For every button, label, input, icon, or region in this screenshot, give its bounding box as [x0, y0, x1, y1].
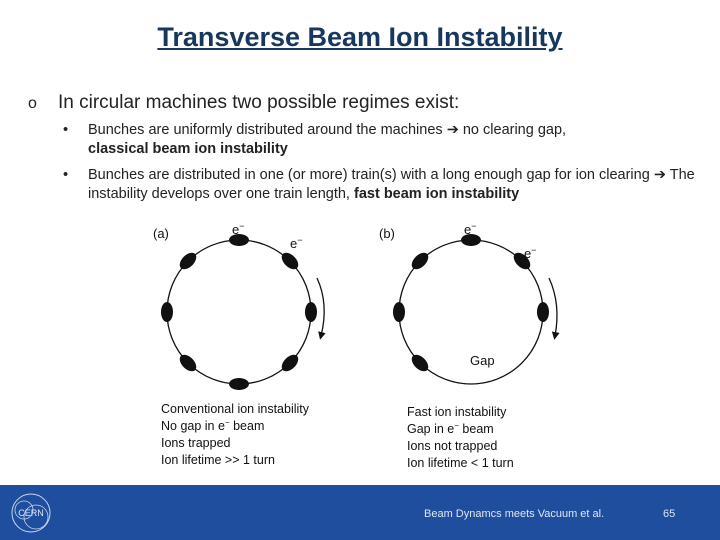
bunch: [279, 250, 302, 273]
caption-a: [161, 402, 310, 467]
caption-b: [407, 405, 514, 470]
caption-b-line-1: Fast ion instability: [407, 405, 507, 419]
caption-b-line-2: Gap in e− beam: [407, 421, 494, 436]
direction-arrow-icon: [549, 278, 557, 336]
sub-bullet-2-text-a: Bunches are distributed in one (or more) train(s) with a long enough gap for ion clearing: [88, 167, 650, 183]
caption-a-line-4: Ion lifetime >> 1 turn: [161, 453, 275, 467]
bunch: [409, 250, 432, 273]
main-bullet: [28, 92, 708, 114]
bunch: [409, 352, 432, 375]
bunch: [305, 302, 317, 322]
caption-b-line-4: Ion lifetime < 1 turn: [407, 456, 514, 470]
gap-label: Gap: [470, 353, 495, 368]
electron-label-top-a: e−: [232, 221, 245, 237]
electron-label-side-b: e−: [524, 245, 537, 261]
sub-bullet-1-text-b: no clearing gap,: [458, 122, 567, 138]
cern-logo-icon: [8, 490, 54, 536]
ion-instability-figure: [145, 218, 565, 478]
bunch: [177, 352, 200, 375]
bunches-a: [161, 234, 317, 390]
logo-text: CERN: [18, 508, 44, 518]
footer-text: Beam Dynamcs meets Vacuum et al.: [424, 508, 605, 520]
caption-a-line-3: Ions trapped: [161, 436, 231, 450]
caption-a-line-2: No gap in e− beam: [161, 418, 265, 433]
main-bullet-text: In circular machines two possible regimes exist:: [58, 92, 460, 113]
sub-bullet-1-bold: classical beam ion instability: [88, 141, 288, 157]
sub-bullet-2-text-b: The instability develops over one train length,: [88, 167, 695, 202]
sub-bullet-marker: •: [63, 167, 69, 183]
bunch: [279, 352, 302, 375]
panel-a-label: (a): [153, 226, 169, 241]
bunch: [177, 250, 200, 273]
bunch: [393, 302, 405, 322]
sub-bullet-1: [63, 121, 703, 159]
direction-arrow-icon: [317, 278, 324, 336]
slide-title: Transverse Beam Ion Instability: [157, 22, 563, 52]
sub-bullet-2: [63, 166, 703, 204]
sub-bullet-1-text-a: Bunches are uniformly distributed around the machines: [88, 122, 443, 138]
sub-bullet-2-bold: fast beam ion instability: [354, 186, 520, 202]
panel-b-label: (b): [379, 226, 395, 241]
caption-a-line-1: Conventional ion instability: [161, 402, 310, 416]
caption-b-line-3: Ions not trapped: [407, 439, 498, 453]
page-number: 65: [663, 508, 676, 520]
arrow-icon: ➔: [653, 167, 666, 183]
bunch: [229, 378, 249, 390]
panel-b: [379, 221, 557, 470]
footer-bar: [0, 485, 720, 540]
bunch: [537, 302, 549, 322]
sub-bullet-marker: •: [63, 122, 69, 138]
bunch: [161, 302, 173, 322]
panel-a: [153, 221, 324, 467]
arrow-icon: ➔: [446, 122, 459, 138]
bullet-marker: o: [28, 95, 37, 112]
electron-label-side-a: e−: [290, 235, 303, 251]
electron-label-top-b: e−: [464, 221, 477, 237]
